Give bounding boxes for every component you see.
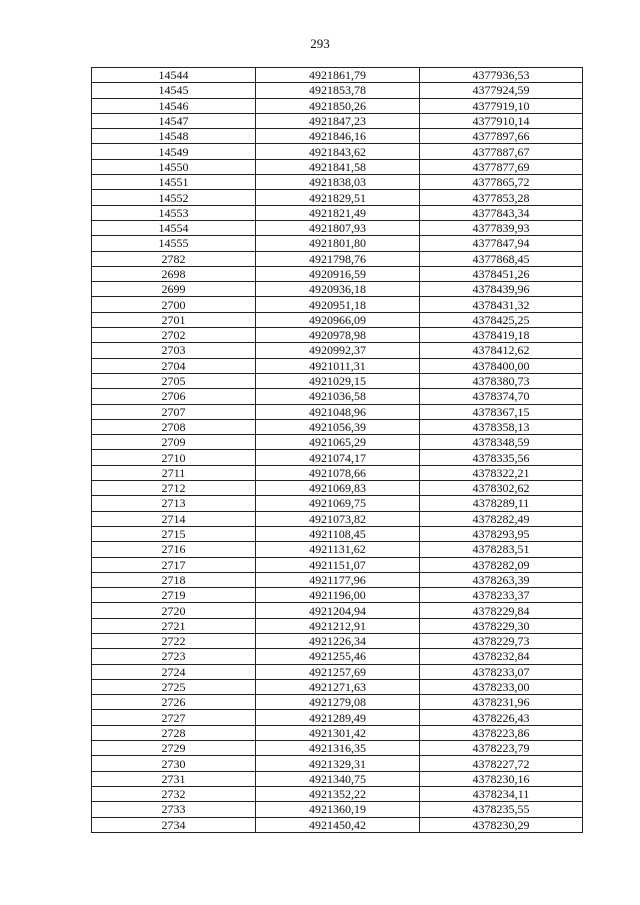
- y-coordinate-cell: 4378231,96: [420, 695, 583, 710]
- x-coordinate-cell: 4921131,62: [256, 542, 420, 557]
- x-coordinate-cell: 4921329,31: [256, 756, 420, 771]
- point-number-cell: 2720: [92, 603, 256, 618]
- point-number-cell: 2715: [92, 526, 256, 541]
- table-row: [92, 465, 583, 480]
- x-coordinate-cell: 4921108,45: [256, 526, 420, 541]
- x-coordinate-cell: 4920978,98: [256, 328, 420, 343]
- y-coordinate-cell: 4377847,94: [420, 236, 583, 251]
- table-row: [92, 450, 583, 465]
- table-row: [92, 68, 583, 83]
- y-coordinate-cell: 4378419,18: [420, 328, 583, 343]
- table-row: [92, 771, 583, 786]
- point-number-cell: 2703: [92, 343, 256, 358]
- x-coordinate-cell: 4921036,58: [256, 389, 420, 404]
- point-number-cell: 2712: [92, 481, 256, 496]
- table-row: [92, 741, 583, 756]
- point-number-cell: 2706: [92, 389, 256, 404]
- x-coordinate-cell: 4921316,35: [256, 741, 420, 756]
- x-coordinate-cell: 4921204,94: [256, 603, 420, 618]
- y-coordinate-cell: 4378234,11: [420, 786, 583, 801]
- point-number-cell: 2728: [92, 725, 256, 740]
- point-number-cell: 14550: [92, 159, 256, 174]
- y-coordinate-cell: 4378431,32: [420, 297, 583, 312]
- point-number-cell: 2731: [92, 771, 256, 786]
- x-coordinate-cell: 4920936,18: [256, 282, 420, 297]
- table-row: [92, 83, 583, 98]
- x-coordinate-cell: 4921226,34: [256, 633, 420, 648]
- x-coordinate-cell: 4921821,49: [256, 205, 420, 220]
- table-row: [92, 649, 583, 664]
- y-coordinate-cell: 4377853,28: [420, 190, 583, 205]
- y-coordinate-cell: 4378400,00: [420, 358, 583, 373]
- y-coordinate-cell: 4378439,96: [420, 282, 583, 297]
- x-coordinate-cell: 4921841,58: [256, 159, 420, 174]
- point-number-cell: 2716: [92, 542, 256, 557]
- table-row: [92, 633, 583, 648]
- table-row: [92, 190, 583, 205]
- point-number-cell: 2727: [92, 710, 256, 725]
- point-number-cell: 14553: [92, 205, 256, 220]
- y-coordinate-cell: 4378374,70: [420, 389, 583, 404]
- x-coordinate-cell: 4921807,93: [256, 220, 420, 235]
- point-number-cell: 2698: [92, 266, 256, 281]
- y-coordinate-cell: 4378348,59: [420, 435, 583, 450]
- table-row: [92, 588, 583, 603]
- table-row: [92, 802, 583, 817]
- table-row: [92, 618, 583, 633]
- y-coordinate-cell: 4378282,49: [420, 511, 583, 526]
- x-coordinate-cell: 4921801,80: [256, 236, 420, 251]
- point-number-cell: 2699: [92, 282, 256, 297]
- table-row: [92, 297, 583, 312]
- x-coordinate-cell: 4921450,42: [256, 817, 420, 832]
- point-number-cell: 2732: [92, 786, 256, 801]
- table-row: [92, 725, 583, 740]
- y-coordinate-cell: 4378335,56: [420, 450, 583, 465]
- y-coordinate-cell: 4378293,95: [420, 526, 583, 541]
- x-coordinate-cell: 4921850,26: [256, 98, 420, 113]
- table-row: [92, 328, 583, 343]
- table-row: [92, 312, 583, 327]
- table-row: [92, 389, 583, 404]
- point-number-cell: 14544: [92, 68, 256, 83]
- table-row: [92, 98, 583, 113]
- x-coordinate-cell: 4921838,03: [256, 175, 420, 190]
- point-number-cell: 2708: [92, 419, 256, 434]
- x-coordinate-cell: 4921073,82: [256, 511, 420, 526]
- y-coordinate-cell: 4378283,51: [420, 542, 583, 557]
- y-coordinate-cell: 4378380,73: [420, 373, 583, 388]
- point-number-cell: 2705: [92, 373, 256, 388]
- point-number-cell: 14546: [92, 98, 256, 113]
- x-coordinate-cell: 4921065,29: [256, 435, 420, 450]
- table-row: [92, 358, 583, 373]
- table-row: [92, 159, 583, 174]
- table-row: [92, 236, 583, 251]
- table-row: [92, 542, 583, 557]
- point-number-cell: 14554: [92, 220, 256, 235]
- y-coordinate-cell: 4377868,45: [420, 251, 583, 266]
- y-coordinate-cell: 4378229,84: [420, 603, 583, 618]
- x-coordinate-cell: 4921271,63: [256, 679, 420, 694]
- point-number-cell: 14551: [92, 175, 256, 190]
- x-coordinate-cell: 4921212,91: [256, 618, 420, 633]
- x-coordinate-cell: 4920951,18: [256, 297, 420, 312]
- y-coordinate-cell: 4377924,59: [420, 83, 583, 98]
- y-coordinate-cell: 4378223,86: [420, 725, 583, 740]
- y-coordinate-cell: 4378322,21: [420, 465, 583, 480]
- table-row: [92, 251, 583, 266]
- point-number-cell: 14549: [92, 144, 256, 159]
- y-coordinate-cell: 4378233,00: [420, 679, 583, 694]
- y-coordinate-cell: 4378226,43: [420, 710, 583, 725]
- table-row: [92, 511, 583, 526]
- y-coordinate-cell: 4377887,67: [420, 144, 583, 159]
- y-coordinate-cell: 4377877,69: [420, 159, 583, 174]
- x-coordinate-cell: 4921846,16: [256, 129, 420, 144]
- y-coordinate-cell: 4377936,53: [420, 68, 583, 83]
- point-number-cell: 14545: [92, 83, 256, 98]
- x-coordinate-cell: 4921056,39: [256, 419, 420, 434]
- x-coordinate-cell: 4921847,23: [256, 113, 420, 128]
- x-coordinate-cell: 4921151,07: [256, 557, 420, 572]
- x-coordinate-cell: 4921853,78: [256, 83, 420, 98]
- table-row: [92, 435, 583, 450]
- y-coordinate-cell: 4378263,39: [420, 572, 583, 587]
- table-row: [92, 526, 583, 541]
- y-coordinate-cell: 4377839,93: [420, 220, 583, 235]
- y-coordinate-cell: 4378367,15: [420, 404, 583, 419]
- point-number-cell: 2714: [92, 511, 256, 526]
- table-row: [92, 572, 583, 587]
- point-number-cell: 2707: [92, 404, 256, 419]
- y-coordinate-cell: 4378229,73: [420, 633, 583, 648]
- table-row: [92, 817, 583, 832]
- point-number-cell: 2713: [92, 496, 256, 511]
- point-number-cell: 2725: [92, 679, 256, 694]
- y-coordinate-cell: 4378358,13: [420, 419, 583, 434]
- point-number-cell: 2723: [92, 649, 256, 664]
- y-coordinate-cell: 4378425,25: [420, 312, 583, 327]
- x-coordinate-cell: 4920992,37: [256, 343, 420, 358]
- x-coordinate-cell: 4921074,17: [256, 450, 420, 465]
- x-coordinate-cell: 4921177,96: [256, 572, 420, 587]
- point-number-cell: 2711: [92, 465, 256, 480]
- table-row: [92, 419, 583, 434]
- y-coordinate-cell: 4377910,14: [420, 113, 583, 128]
- y-coordinate-cell: 4378233,37: [420, 588, 583, 603]
- y-coordinate-cell: 4378232,84: [420, 649, 583, 664]
- x-coordinate-cell: 4921352,22: [256, 786, 420, 801]
- y-coordinate-cell: 4377897,66: [420, 129, 583, 144]
- coordinates-table-body: [92, 68, 583, 833]
- x-coordinate-cell: 4921011,31: [256, 358, 420, 373]
- point-number-cell: 2734: [92, 817, 256, 832]
- table-row: [92, 695, 583, 710]
- x-coordinate-cell: 4921301,42: [256, 725, 420, 740]
- y-coordinate-cell: 4378302,62: [420, 481, 583, 496]
- y-coordinate-cell: 4378282,09: [420, 557, 583, 572]
- y-coordinate-cell: 4378233,07: [420, 664, 583, 679]
- x-coordinate-cell: 4920916,59: [256, 266, 420, 281]
- x-coordinate-cell: 4921279,08: [256, 695, 420, 710]
- point-number-cell: 2701: [92, 312, 256, 327]
- y-coordinate-cell: 4378223,79: [420, 741, 583, 756]
- point-number-cell: 2702: [92, 328, 256, 343]
- y-coordinate-cell: 4378230,29: [420, 817, 583, 832]
- table-row: [92, 481, 583, 496]
- point-number-cell: 14555: [92, 236, 256, 251]
- x-coordinate-cell: 4921069,75: [256, 496, 420, 511]
- x-coordinate-cell: 4921843,62: [256, 144, 420, 159]
- point-number-cell: 2726: [92, 695, 256, 710]
- table-row: [92, 220, 583, 235]
- table-row: [92, 664, 583, 679]
- x-coordinate-cell: 4921048,96: [256, 404, 420, 419]
- x-coordinate-cell: 4921196,00: [256, 588, 420, 603]
- y-coordinate-cell: 4378412,62: [420, 343, 583, 358]
- point-number-cell: 2710: [92, 450, 256, 465]
- y-coordinate-cell: 4378235,55: [420, 802, 583, 817]
- point-number-cell: 14552: [92, 190, 256, 205]
- y-coordinate-cell: 4378227,72: [420, 756, 583, 771]
- y-coordinate-cell: 4378289,11: [420, 496, 583, 511]
- x-coordinate-cell: 4921078,66: [256, 465, 420, 480]
- point-number-cell: 2722: [92, 633, 256, 648]
- x-coordinate-cell: 4921289,49: [256, 710, 420, 725]
- table-row: [92, 557, 583, 572]
- y-coordinate-cell: 4378230,16: [420, 771, 583, 786]
- point-number-cell: 2718: [92, 572, 256, 587]
- table-row: [92, 266, 583, 281]
- x-coordinate-cell: 4921798,76: [256, 251, 420, 266]
- table-row: [92, 144, 583, 159]
- point-number-cell: 2733: [92, 802, 256, 817]
- point-number-cell: 2709: [92, 435, 256, 450]
- y-coordinate-cell: 4377843,34: [420, 205, 583, 220]
- table-row: [92, 496, 583, 511]
- point-number-cell: 2724: [92, 664, 256, 679]
- table-row: [92, 404, 583, 419]
- table-row: [92, 710, 583, 725]
- table-row: [92, 756, 583, 771]
- point-number-cell: 14547: [92, 113, 256, 128]
- table-row: [92, 113, 583, 128]
- table-row: [92, 679, 583, 694]
- x-coordinate-cell: 4921861,79: [256, 68, 420, 83]
- table-row: [92, 603, 583, 618]
- point-number-cell: 14548: [92, 129, 256, 144]
- x-coordinate-cell: 4920966,09: [256, 312, 420, 327]
- point-number-cell: 2721: [92, 618, 256, 633]
- table-row: [92, 129, 583, 144]
- x-coordinate-cell: 4921340,75: [256, 771, 420, 786]
- x-coordinate-cell: 4921360,19: [256, 802, 420, 817]
- y-coordinate-cell: 4378229,30: [420, 618, 583, 633]
- point-number-cell: 2704: [92, 358, 256, 373]
- x-coordinate-cell: 4921257,69: [256, 664, 420, 679]
- table-row: [92, 373, 583, 388]
- point-number-cell: 2700: [92, 297, 256, 312]
- table-row: [92, 786, 583, 801]
- page-number: 293: [310, 36, 330, 51]
- table-row: [92, 175, 583, 190]
- y-coordinate-cell: 4378451,26: [420, 266, 583, 281]
- point-number-cell: 2719: [92, 588, 256, 603]
- y-coordinate-cell: 4377865,72: [420, 175, 583, 190]
- point-number-cell: 2717: [92, 557, 256, 572]
- x-coordinate-cell: 4921255,46: [256, 649, 420, 664]
- x-coordinate-cell: 4921069,83: [256, 481, 420, 496]
- table-row: [92, 282, 583, 297]
- x-coordinate-cell: 4921829,51: [256, 190, 420, 205]
- point-number-cell: 2729: [92, 741, 256, 756]
- point-number-cell: 2782: [92, 251, 256, 266]
- x-coordinate-cell: 4921029,15: [256, 373, 420, 388]
- y-coordinate-cell: 4377919,10: [420, 98, 583, 113]
- table-row: [92, 205, 583, 220]
- table-row: [92, 343, 583, 358]
- coordinates-table: [91, 67, 583, 833]
- point-number-cell: 2730: [92, 756, 256, 771]
